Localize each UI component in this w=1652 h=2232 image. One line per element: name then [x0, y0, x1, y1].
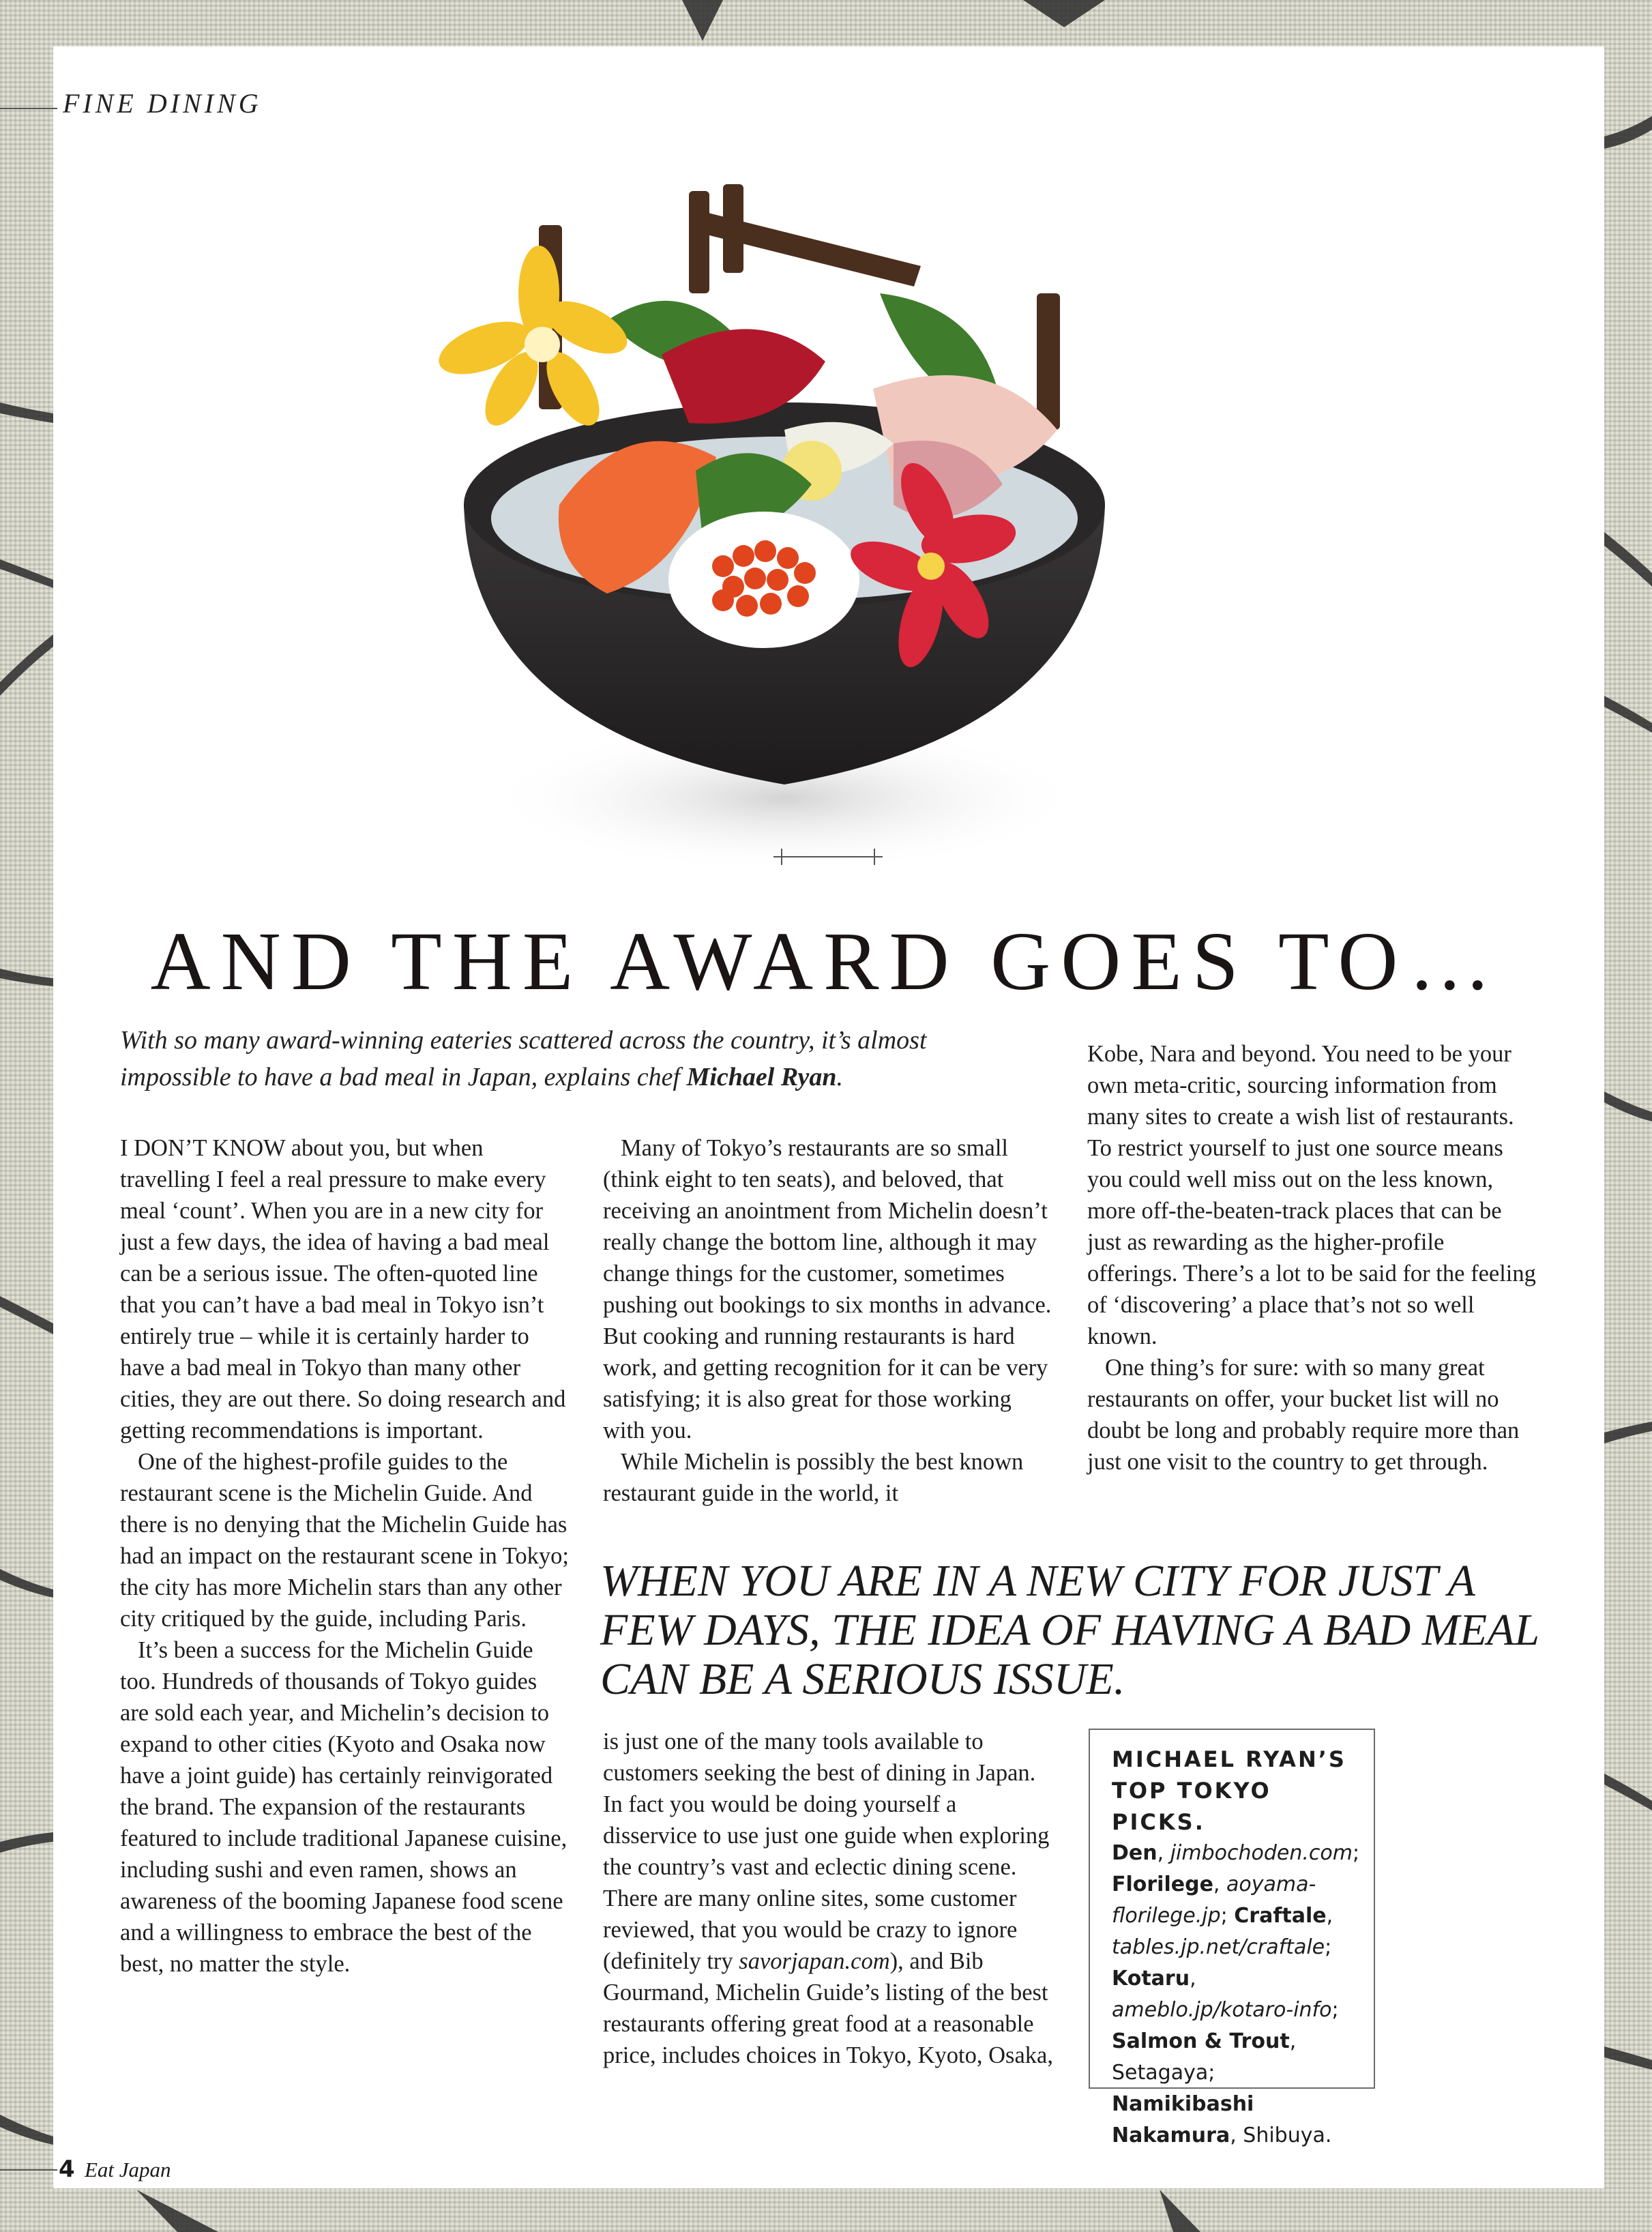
decorative-cross-divider: [773, 849, 883, 865]
paragraph: Kobe, Nara and beyond. You need to be your own meta-critic, sourcing information from many sites to create a wish list of restaurants. To restrict yourself to just one source means you could well miss out on the less known, more off-the-beaten-track places that can be just as rewarding as the higher-profile offerings. There’s a lot to be said for the feeling of ‘discovering’ a place that’s not so well known.: [1087, 1041, 1536, 1349]
pick-name: Craftale: [1234, 1904, 1327, 1928]
section-rule: [0, 108, 57, 109]
page-number: 4: [59, 2156, 75, 2183]
body-column-2-top: [603, 1132, 1053, 1509]
sashimi-bowl-photo: [402, 184, 1173, 880]
body-column-3: [1087, 1038, 1537, 1478]
article-headline: AND THE AWARD GOES TO…: [150, 915, 1502, 1008]
body-column-2-bottom: [603, 1726, 1053, 2071]
standfirst-text: With so many award-winning eateries scattered across the country, it’s almost impossible to have a bad meal in Japan, explains chef: [120, 1026, 927, 1091]
paragraph: While Michelin is possibly the best known restaurant guide in the world, it: [603, 1449, 1024, 1506]
standfirst-end: .: [836, 1063, 844, 1091]
pick-detail: ameblo.jp/kotaro-info: [1112, 1998, 1332, 2022]
website-link: savorjapan.com: [739, 1948, 890, 1974]
paragraph-text: is just one of the many tools available to customers seeking the best of dining in Japan. In fact you would be doing yourself a disservice to use just one guide when exploring the country’s vast and eclectic dining scene. There are many online sites, some customer reviewed, that you would be crazy to ignore (definitely try: [603, 1729, 1050, 1974]
pick-detail: jimbochoden.com: [1170, 1841, 1353, 1865]
standfirst: [120, 1022, 986, 1096]
pick-name: Kotaru: [1112, 1967, 1190, 1991]
pick-detail: Shibuya: [1243, 2124, 1325, 2147]
pull-quote: WHEN YOU ARE IN A NEW CITY FOR JUST A FEW DAYS, THE IDEA OF HAVING A BAD MEAL CAN BE A SERIOUS ISSUE.: [600, 1556, 1539, 1704]
section-label: FINE DINING: [63, 88, 262, 119]
top-picks-box: [1089, 1729, 1375, 2147]
pick-detail: Setagaya: [1112, 2061, 1209, 2085]
magazine-name: Eat Japan: [85, 2158, 171, 2182]
folio-rule: [0, 2169, 57, 2171]
paragraph: One thing’s for sure: with so many great restaurants on offer, your bucket list will no doubt be long and probably require more than just one visit to the country to get through.: [1087, 1355, 1520, 1475]
pick-detail: tables.jp.net/craftale: [1112, 1935, 1325, 1959]
body-column-1: [120, 1132, 570, 1980]
paragraph: Many of Tokyo’s restaurants are so small (think eight to ten seats), and beloved, that receiving an anointment from Michelin doesn’t really change the bottom line, although it may change things for the customer, sometimes pushing out bookings to six months in advance. But cooking and running restaurants is hard work, and getting recognition for it can be very satisfying; it is also great for those working with you.: [603, 1135, 1052, 1443]
paragraph: One of the highest-profile guides to the restaurant scene is the Michelin Guide. And there is no denying that the Michelin Guide has had an impact on the restaurant scene in Tokyo; the city has more Michelin stars than any other city critiqued by the guide, including Paris.: [120, 1449, 569, 1632]
author-name: Michael Ryan: [686, 1063, 837, 1091]
paragraph: [603, 1726, 1053, 2071]
pick-name: Florilege: [1112, 1873, 1213, 1896]
paragraph: I DON’T KNOW about you, but when travelling I feel a real pressure to make every meal ‘count’. When you are in a new city for just a few days, the idea of having a bad meal can be a serious issue. The often-quoted line that you can’t have a bad meal in Tokyo isn’t entirely true – while it is certainly harder to have a bad meal in Tokyo than many other cities, they are out there. So doing research and getting recommendations is important.: [120, 1135, 566, 1443]
pick-name: Salmon & Trout: [1112, 2029, 1290, 2053]
pick-name: Den: [1112, 1841, 1157, 1865]
paragraph-text: ), and Bib Gourmand, Michelin Guide’s listing of the best restaurants offering great food at a reasonable price, includes choices in Tokyo, Kyoto, Osaka,: [603, 1948, 1053, 2068]
picks-list: Den, jimbochoden.com; Florilege, aoyama-florilege.jp; Craftale, tables.jp.net/craftale; Kotaru, ameblo.jp/kotaro-info; Salmon & Trout, Setagaya; Namikibashi Nakamura, Shibuya.: [1112, 1841, 1360, 2147]
pick-name: Namikibashi Nakamura: [1112, 2092, 1254, 2147]
paragraph: It’s been a success for the Michelin Guide too. Hundreds of thousands of Tokyo guides are sold each year, and Michelin’s decision to expand to other cities (Kyoto and Osaka now have a joint guide) has certainly reinvigorated the brand. The expansion of the restaurants featured to include traditional Japanese cuisine, including sushi and even ramen, shows an awareness of the booming Japanese food scene and a willingness to embrace the best of the best, no matter the style.: [120, 1637, 567, 1977]
pick-detail: aoyama-florilege.jp: [1112, 1873, 1316, 1928]
picks-title: MICHAEL RYAN’S TOP TOKYO PICKS.: [1112, 1746, 1346, 1835]
